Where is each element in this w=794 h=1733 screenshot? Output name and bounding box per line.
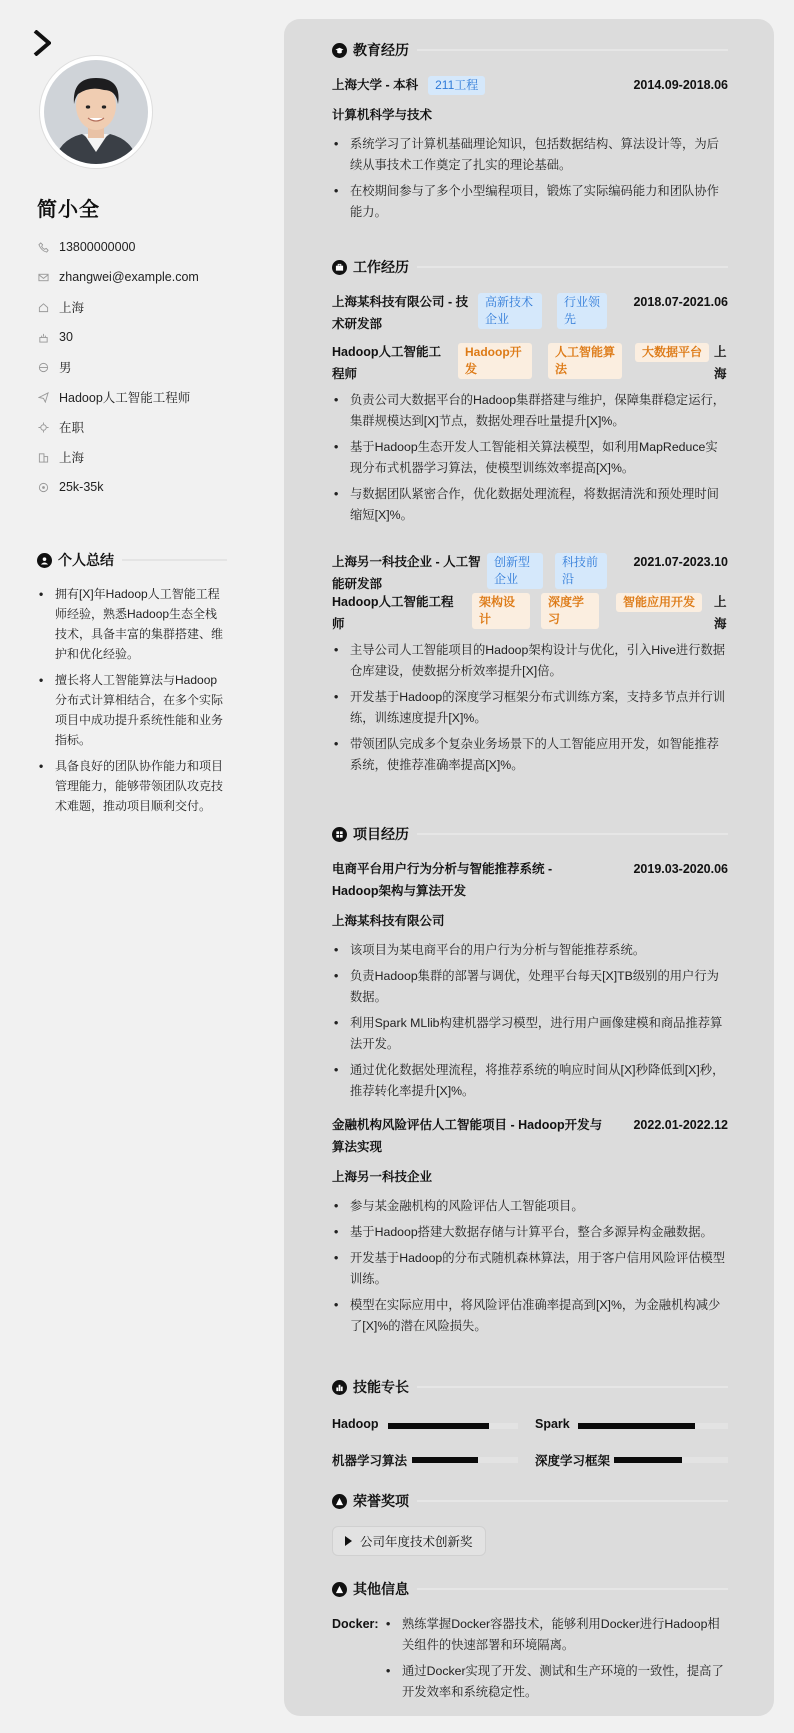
list-item: • 开发基于Hadoop的深度学习框架分布式训练方案，支持多节点并行训练，训练速度提升[X]%。: [332, 687, 728, 729]
other-title-text: 其他信息: [353, 1581, 409, 1597]
graduation-cap-icon: [332, 43, 347, 58]
project-entry: [332, 1114, 728, 1337]
skill-label: Hadoop: [332, 1417, 379, 1431]
play-icon: [345, 1536, 352, 1546]
gender-text: 男: [59, 361, 72, 375]
status-icon: [37, 421, 49, 433]
skill-tag: 架构设计: [472, 593, 530, 629]
project-head: [332, 1114, 728, 1158]
skill-bar-fill: [614, 1457, 682, 1463]
list-item: • 基于Hadoop搭建大数据存储与计算平台，整合多源异构金融数据。: [332, 1222, 728, 1243]
list-item: • 熟练掌握Docker容器技术，能够利用Docker进行Hadoop相关组件的快速部署和环境隔离。: [384, 1614, 728, 1656]
avatar: [40, 56, 152, 168]
project-company: 上海某科技有限公司: [332, 914, 445, 928]
list-item: • 主导公司人工智能项目的Hadoop架构设计与优化，引入Hive进行数据仓库建设，使数据分析效率提升[X]倍。: [332, 640, 728, 682]
job-tag: 高新技术企业: [478, 293, 542, 329]
logo-icon: [33, 30, 51, 56]
skill-tag: 深度学习: [541, 593, 599, 629]
list-item: • 带领团队完成多个复杂业务场景下的人工智能应用开发，如智能推荐系统，使推荐准确率提高[X]%。: [332, 734, 728, 776]
list-item: • 拥有[X]年Hadoop人工智能工程师经验，熟悉Hadoop生态全栈技术，具备丰富的集群搭建、维护和优化经验。: [37, 584, 227, 664]
projects-title-text: 项目经历: [353, 826, 409, 842]
candidate-name: 简小全: [37, 199, 100, 221]
email-text: zhangwei@example.com: [59, 270, 199, 284]
job-role: Hadoop人工智能工程师: [332, 345, 442, 381]
status-text: 在职: [59, 421, 85, 435]
info-position: [37, 382, 247, 412]
award-item: [332, 1526, 486, 1556]
info-gender: [37, 352, 247, 382]
skills-section: [332, 1377, 728, 1457]
skill-bar-fill: [578, 1423, 695, 1429]
summary-title-text: 个人总结: [58, 552, 114, 568]
divider: [122, 559, 227, 561]
info-age: [37, 322, 247, 352]
skill-bar-fill: [388, 1423, 489, 1429]
school-tag: 211工程: [428, 76, 485, 95]
project-company: 上海另一科技企业: [332, 1170, 433, 1184]
award-text: 公司年度技术创新奖: [360, 1535, 473, 1549]
job-city: 上海: [714, 595, 727, 631]
skill-bar-fill: [412, 1457, 478, 1463]
job-city: 上海: [714, 345, 727, 381]
skills-title: [332, 1377, 728, 1397]
job-company: 上海某科技有限公司 - 技术研发部: [332, 295, 469, 331]
skill-tag: 大数据平台: [635, 343, 709, 362]
info-city: [37, 442, 247, 472]
project-head: [332, 858, 728, 902]
work-title: [332, 257, 728, 277]
summary-section: [37, 550, 227, 822]
building-icon: [37, 451, 49, 463]
project-name: 电商平台用户行为分析与智能推荐系统 - Hadoop架构与算法开发: [332, 862, 553, 898]
sidebar: [0, 0, 260, 1733]
skills-title-text: 技能专长: [353, 1379, 409, 1395]
phone-icon: [37, 241, 49, 253]
job-tag: 创新型企业: [487, 553, 543, 589]
job-company: 上海另一科技企业 - 人工智能研发部: [332, 555, 481, 591]
list-item: • 开发基于Hadoop的分布式随机森林算法，用于客户信用风险评估模型训练。: [332, 1248, 728, 1290]
work-title-text: 工作经历: [353, 259, 409, 275]
grid-icon: [332, 827, 347, 842]
school-name: 上海大学 - 本科: [332, 78, 419, 92]
work-section: [332, 257, 728, 772]
skill-tag: 人工智能算法: [548, 343, 622, 379]
education-section: [332, 40, 728, 228]
list-item: • 模型在实际应用中，将风险评估准确率提高到[X]%，为金融机构减少了[X]%的潜在风险损失。: [332, 1295, 728, 1337]
info-salary: [37, 472, 247, 502]
bar-chart-icon: [332, 1380, 347, 1395]
education-title-text: 教育经历: [353, 42, 409, 58]
project-list: [332, 940, 728, 1102]
send-icon: [37, 391, 49, 403]
skill-tag: 智能应用开发: [616, 593, 702, 612]
skill-bar: [578, 1423, 728, 1429]
list-item: • 在校期间参与了多个小型编程项目，锻炼了实际编码能力和团队协作能力。: [332, 181, 728, 223]
list-item: • 负责公司大数据平台的Hadoop集群搭建与维护，保障集群稳定运行，集群规模达到[X]节点，数据处理吞吐量提升[X]%。: [332, 390, 728, 432]
project-date: 2022.01-2022.12: [633, 1118, 728, 1132]
job-entry: [332, 291, 728, 591]
location-text: 上海: [59, 301, 85, 315]
skill-tag: Hadoop开发: [458, 343, 532, 379]
list-item: • 参与某金融机构的风险评估人工智能项目。: [332, 1196, 728, 1217]
info-email: [37, 262, 247, 292]
list-item: • 通过Docker实现了开发、测试和生产环境的一致性，提高了开发效率和系统稳定性。: [384, 1661, 728, 1703]
contact-info-list: [37, 232, 247, 502]
project-name: 金融机构风险评估人工智能项目 - Hadoop开发与算法实现: [332, 1118, 603, 1154]
project-entry: [332, 858, 728, 1102]
project-date: 2019.03-2020.06: [633, 862, 728, 876]
position-text: Hadoop人工智能工程师: [59, 391, 191, 405]
salary-icon: [37, 481, 49, 493]
other-label: Docker:: [332, 1617, 379, 1631]
phone-text: 13800000000: [59, 240, 136, 254]
other-list: [384, 1614, 728, 1708]
info-status: [37, 412, 247, 442]
job-entry: [332, 551, 728, 811]
education-list: [332, 134, 728, 223]
job-role: Hadoop人工智能工程师: [332, 595, 454, 631]
skill-bar: [412, 1457, 518, 1463]
job-tag: 行业领先: [557, 293, 607, 329]
home-icon: [37, 301, 49, 313]
projects-title: [332, 824, 728, 844]
summary-list: [37, 584, 227, 816]
list-item: • 擅长将人工智能算法与Hadoop分布式计算相结合，在多个实际项目中成功提升系统性能和业务指标。: [37, 670, 227, 750]
list-item: • 与数据团队紧密合作，优化数据处理流程，将数据清洗和预处理时间缩短[X]%。: [332, 484, 728, 526]
city-text: 上海: [59, 451, 85, 465]
divider: [417, 1588, 728, 1590]
award-icon: [332, 1494, 347, 1509]
age-icon: [37, 331, 49, 343]
skill-label: 深度学习框架: [535, 1454, 611, 1468]
info-phone: [37, 232, 247, 262]
summary-title: [37, 550, 227, 570]
divider: [417, 49, 728, 51]
education-major: 计算机科学与技术: [332, 108, 433, 122]
list-item: • 利用Spark MLlib构建机器学习模型，进行用户画像建模和商品推荐算法开发。: [332, 1013, 728, 1055]
skill-bar: [614, 1457, 728, 1463]
user-icon: [37, 553, 52, 568]
projects-section: [332, 824, 728, 1342]
info-location: [37, 292, 247, 322]
divider: [417, 1500, 728, 1502]
list-item: • 基于Hadoop生态开发人工智能相关算法模型，如利用MapReduce实现分布式机器学习算法，使模型训练效率提高[X]%。: [332, 437, 728, 479]
gender-icon: [37, 361, 49, 373]
job-date: 2018.07-2021.06: [633, 295, 728, 309]
skill-label: 机器学习算法: [332, 1454, 408, 1468]
briefcase-icon: [332, 260, 347, 275]
job-duties: [332, 640, 728, 781]
mail-icon: [37, 271, 49, 283]
other-title: [332, 1579, 728, 1599]
education-date: 2014.09-2018.06: [633, 78, 728, 92]
list-item: • 该项目为某电商平台的用户行为分析与智能推荐系统。: [332, 940, 728, 961]
other-section: [332, 1579, 728, 1599]
list-item: • 系统学习了计算机基础理论知识，包括数据结构、算法设计等，为后续从事技术工作奠定了扎实的理论基础。: [332, 134, 728, 176]
job-date: 2021.07-2023.10: [633, 555, 728, 569]
honors-title: [332, 1491, 728, 1511]
list-item: • 具备良好的团队协作能力和项目管理能力，能够带领团队攻克技术难题，推动项目顺利交付。: [37, 756, 227, 816]
divider: [417, 1386, 728, 1388]
education-head: [332, 74, 728, 96]
divider: [417, 833, 728, 835]
salary-text: 25k-35k: [59, 480, 104, 494]
job-duties: [332, 390, 728, 531]
divider: [417, 266, 728, 268]
skill-bar: [388, 1423, 518, 1429]
job-tag: 科技前沿: [555, 553, 607, 589]
education-org: [332, 74, 485, 96]
list-item: • 通过优化数据处理流程，将推荐系统的响应时间从[X]秒降低到[X]秒，推荐转化率提升[X]%。: [332, 1060, 728, 1102]
age-text: 30: [59, 330, 73, 344]
list-item: • 负责Hadoop集群的部署与调优，处理平台每天[X]TB级别的用户行为数据。: [332, 966, 728, 1008]
honors-title-text: 荣誉奖项: [353, 1493, 409, 1509]
education-title: [332, 40, 728, 60]
info-icon: [332, 1582, 347, 1597]
honors-section: [332, 1491, 728, 1511]
skill-label: Spark: [535, 1417, 570, 1431]
project-list: [332, 1196, 728, 1337]
